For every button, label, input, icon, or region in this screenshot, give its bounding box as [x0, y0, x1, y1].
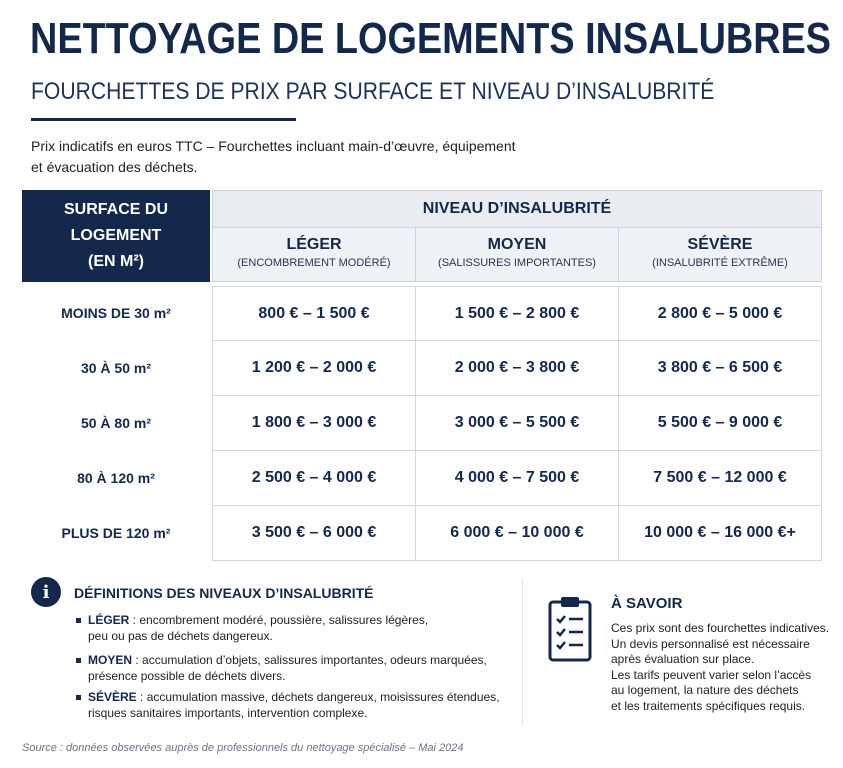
price-cell: 2 000 € – 3 800 €: [415, 341, 619, 396]
level-name: MOYEN: [487, 236, 547, 253]
surface-header-line-2: (EN M²): [88, 253, 144, 270]
intro-line-1: Prix indicatifs en euros TTC – Fourchettes incluant main-d’œuvre, équipement: [31, 138, 516, 154]
savoir-line: Ces prix sont des fourchettes indicatives.: [611, 621, 830, 635]
level-name: SÉVÈRE: [687, 236, 753, 253]
definition-item-moyen: [88, 652, 508, 684]
row-label: 80 À 120 m²: [77, 470, 155, 486]
row-label: PLUS DE 120 m²: [61, 525, 171, 541]
definition-item-leger: [88, 612, 508, 644]
savoir-line: Un devis personnalisé est nécessaire: [611, 636, 810, 651]
definition-text: présence possible de déchets divers.: [88, 669, 286, 683]
savoir-line: Les tarifs peuvent varier selon l’accès: [611, 667, 812, 682]
definition-term: MOYEN: [88, 653, 133, 667]
savoir-line: au logement, la nature des déchets: [611, 683, 799, 697]
savoir-line: après évaluation sur place.: [611, 652, 755, 666]
source-note: Source : données observées auprès de professionnels du nettoyage spécialisé – Mai 2024: [22, 742, 464, 754]
definitions-panel: [22, 574, 508, 730]
row-label: 30 À 50 m²: [80, 360, 152, 376]
level-desc: (ENCOMBREMENT MODÉRÉ): [237, 257, 391, 269]
level-group-header: NIVEAU D’INSALUBRITÉ: [212, 190, 822, 228]
definition-term: SÉVÈRE: [88, 690, 137, 704]
surface-header-line-1: SURFACE DU LOGEMENT: [63, 201, 168, 244]
definition-text: peu ou pas de déchets dangereux.: [88, 629, 273, 643]
price-cell: 1 800 € – 3 000 €: [212, 396, 416, 451]
price-cell: 3 000 € – 5 500 €: [415, 396, 619, 451]
price-cell: 800 € – 1 500 €: [212, 286, 416, 341]
row-label: 50 À 80 m²: [80, 415, 152, 431]
page-title: NETTOYAGE DE LOGEMENTS INSALUBRES: [30, 14, 832, 63]
definition-text: : accumulation massive, déchets dangereux, moisissures étendues,: [136, 690, 500, 704]
price-cell: 3 800 € – 6 500 €: [618, 341, 822, 396]
price-cell: 7 500 € – 12 000 €: [618, 451, 822, 506]
level-desc: (SALISSURES IMPORTANTES): [438, 257, 596, 269]
savoir-text: [611, 621, 831, 714]
level-header-moyen: [415, 228, 619, 282]
price-cell: 2 800 € – 5 000 €: [618, 286, 822, 341]
level-name: LÉGER: [286, 236, 342, 253]
bullet-icon: [76, 695, 81, 700]
definition-text: : accumulation d’objets, salissures importantes, odeurs marquées,: [132, 653, 487, 667]
level-header-severe: [618, 228, 822, 282]
level-header-leger: [212, 228, 416, 282]
price-cell: 3 500 € – 6 000 €: [212, 506, 416, 561]
savoir-title: À SAVOIR: [611, 595, 683, 612]
definition-term: LÉGER: [88, 613, 130, 627]
row-label: MOINS DE 30 m²: [61, 305, 171, 321]
definition-text: risques sanitaires importants, intervention complexe.: [88, 706, 368, 720]
bullet-icon: [76, 658, 81, 663]
price-cell: 5 500 € – 9 000 €: [618, 396, 822, 451]
price-cell: 6 000 € – 10 000 €: [415, 506, 619, 561]
bullet-icon: [76, 618, 81, 623]
surface-column-header: [22, 190, 210, 282]
clipboard-checklist-icon: [547, 594, 595, 664]
definitions-title: DÉFINITIONS DES NIVEAUX D’INSALUBRITÉ: [74, 585, 374, 601]
definition-text: : encombrement modéré, poussière, salissures légères,: [129, 613, 429, 627]
savoir-line: et les traitements spécifiques requis.: [611, 698, 806, 713]
definition-item-severe: [88, 689, 508, 721]
price-cell: 1 500 € – 2 800 €: [415, 286, 619, 341]
price-cell: 10 000 € – 16 000 €+: [618, 506, 822, 561]
intro-text: [31, 136, 551, 178]
price-cell: 4 000 € – 7 500 €: [415, 451, 619, 506]
panel-divider: [522, 578, 523, 726]
price-cell: 2 500 € – 4 000 €: [212, 451, 416, 506]
level-desc: (INSALUBRITÉ EXTRÊME): [652, 257, 788, 269]
price-cell: 1 200 € – 2 000 €: [212, 341, 416, 396]
title-underline: [31, 118, 296, 121]
info-icon: i: [31, 577, 61, 607]
page-subtitle: FOURCHETTES DE PRIX PAR SURFACE ET NIVEAU D’INSALUBRITÉ: [31, 78, 715, 105]
intro-line-2: et évacuation des déchets.: [31, 159, 198, 175]
